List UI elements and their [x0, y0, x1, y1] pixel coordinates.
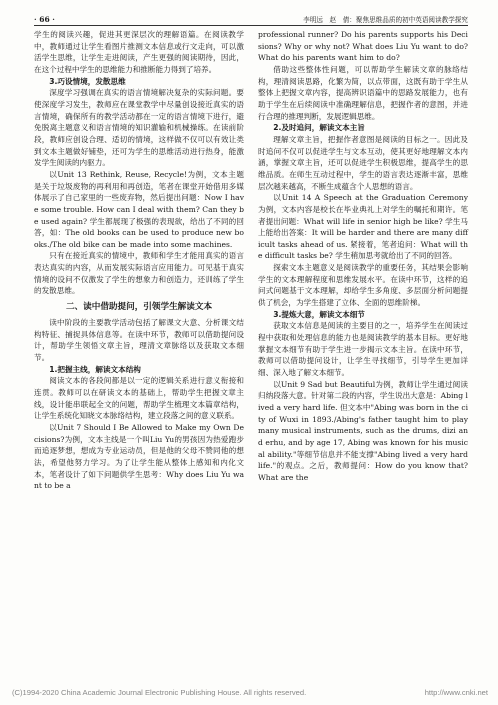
section-heading: 二、读中借助提问，引领学生解读文本: [65, 302, 213, 313]
page-number: · 66 ·: [34, 15, 55, 24]
paragraph: professional runner? Do his parents supports his Decisions? Why or why not? What does Liu Yu want to do? What do his parents want him to do?: [258, 30, 468, 63]
copyright-text: (C)1994-2020 China Academic Journal Electronic Publishing House. All rights reserved.: [12, 688, 307, 697]
copyright-footer: [12, 688, 488, 697]
paragraph: 以Unit 14 A Speech at the Graduation Ceremony为例，文本内容是校长在毕业典礼上对学生的嘱托和期许。笔者提出问题：What will life in senior high be like? 学生马上能给出答案：It will be harder and there are many difficult tasks ahead of us. 紧接着，笔者追问：What will the difficult tasks be? 学生稍加思考就给出了不同的回答。: [258, 193, 468, 261]
subsection-heading: 3.提炼大意，解读文本细节: [273, 309, 365, 319]
paragraph: 深度学习强调在真实的语言情境解决复杂的实际问题。要使深度学习发生，教师应在课堂教学中尽量创设接近真实的语言情境，确保所有的教学活动都在一定的语言情境下进行，避免脱离主题意义和语言情境的知识灌输和机械操练。在读前阶段，教师应创设合理、适切的情境，这样做不仅可以有效让类到文本主题做好铺垫，还可为学生的思维活动进行热身，能激发学生阅读的内驱力。: [34, 88, 244, 168]
right-column: [258, 29, 468, 484]
subsection-heading: 2.及时追问，解读文本主旨: [273, 123, 365, 133]
paragraph: 以Unit 9 Sad but Beautiful为例，教师让学生通过阅读归纳段落大意。针对第二段的内容，学生说出大意是：Abing lived a very hard life. 但文本中"Abing was born in the city of Wuxi in 1893./Abing's father taught him to play many musical instruments, such as the drums, dizi and erhu, and by age 17, Abing was known for his musical ability."等细节信息并不能支撑"Abing lived a very hard life."的观点。之后，教师提问：How do you know that? What are the: [258, 379, 468, 482]
running-title: 李明远 赵 倩：聚焦思维品质的初中英语阅读教学探究: [303, 16, 468, 24]
subsection-heading: 1.把握主线，解读文本结构: [49, 364, 141, 374]
paragraph: 阅读文本的各段间都是以一定的逻辑关系进行意义衔接和连贯。教师可以在研读文本的基础上，帮助学生把握文章主线，设计能串联起全文的问题，帮助学生梳理文本篇章结构，让学生系统化知晓文本脉络结构，建立段落之间的意义联系。: [34, 376, 244, 421]
footer-url: http://www.cnki.net: [424, 688, 488, 697]
paragraph: 只有在接近真实的情境中，教师和学生才能用真实的语言表达真实的内容，从而发展实际语言应用能力。可见基于真实情境的设问不仅激发了学生的想象力和创造力，还训练了学生的发散思维。: [34, 251, 244, 296]
paragraph: 以Unit 13 Rethink, Reuse, Recycle!为例，文本主题是关于垃圾废物的再利用和再创造，笔者在课堂开始借用多媒体展示了自己家里的一些废弃物，然后提出问题：Now I have some trouble. How can I deal with them? Can they be used again? 学生都展现了极强的表现欲，给出了不同的回答，如：The old books can be used to produce new books./The old bike can be made into some machines.: [34, 169, 244, 249]
paragraph: 借助这些整体性问题，可以帮助学生解读文章的脉络结构，理清阅读思路，化繁为简，以点带面，这既有助于学生从整体上把握文章内容，提高辨识语篇中的思路发展能力，也有助于学生在后续阅读中准确理解信息，把握作者的意图，并进行合理的推理判断，发展逻辑思维。: [258, 64, 468, 121]
paragraph: 学生的阅读兴趣，促进其更深层次的理解语篇。在阅读教学中，教师通过让学生看图片推测文本信息或行文走向，可以激活学生思维，让学生走进阅读，产生更强的阅读期待，因此，在这个过程中学生的思维能力和推断能力得到了培养。: [34, 30, 244, 74]
subsection-heading: 3.巧设情境，发散思维: [49, 76, 126, 86]
header-rule: [34, 25, 468, 26]
paragraph: 获取文本信息是阅读的主要目的之一，培养学生在阅读过程中获取和处理信息的能力也是阅读教学的基本目标。更好地掌握文本细节有助于学生进一步揭示文本主旨。在读中环节，教师可以借助提问设计，让学生寻找细节，引导学生更加详细、深入地了解文本细节。: [258, 321, 468, 378]
paragraph: 理解文章主旨，把握作者意图是阅读的目标之一。因此及时追问不仅可以促进学生与文本互动，使其更好地理解文本内涵，掌握文章主旨，还可以促进学生积极思维，提高学生的思维品质。在师生互动过程中，学生的语言表达逐渐丰富，思维层次越来越高，不断生成蕴含个人思想的语言。: [258, 134, 468, 191]
paragraph: 读中阶段的主要教学活动包括了解课文大意、分析课文结构特征、捕捉具体信息等。在读中环节，教师可以借助提问设计，帮助学生领悟文章主旨，理清文章脉络以及获取文本细节。: [34, 318, 244, 363]
running-header: [34, 6, 468, 24]
paragraph: 探索文本主题意义是阅读教学的重要任务，其结果会影响学生的文本理解程度和思维发展水平。在读中环节，这样的追问式问题基于文本理解，却给学生多角度、多层面分析问题提供了机会，为学生搭建了立体、全面的思维阶梯。: [258, 263, 468, 308]
left-column: [34, 29, 244, 492]
paragraph: 以Unit 7 Should I Be Allowed to Make my Own Decisions?为例，文本主线是一个叫Liu Yu的男孩因为热爱跑步而追逐梦想，想成为专业运动员，但是他的父母不赞同他的想法，希望他努力学习。为了让学生能从整体上感知和内化文本，笔者设计了如下问题供学生思考：Why does Liu Yu want to be a: [34, 423, 244, 491]
